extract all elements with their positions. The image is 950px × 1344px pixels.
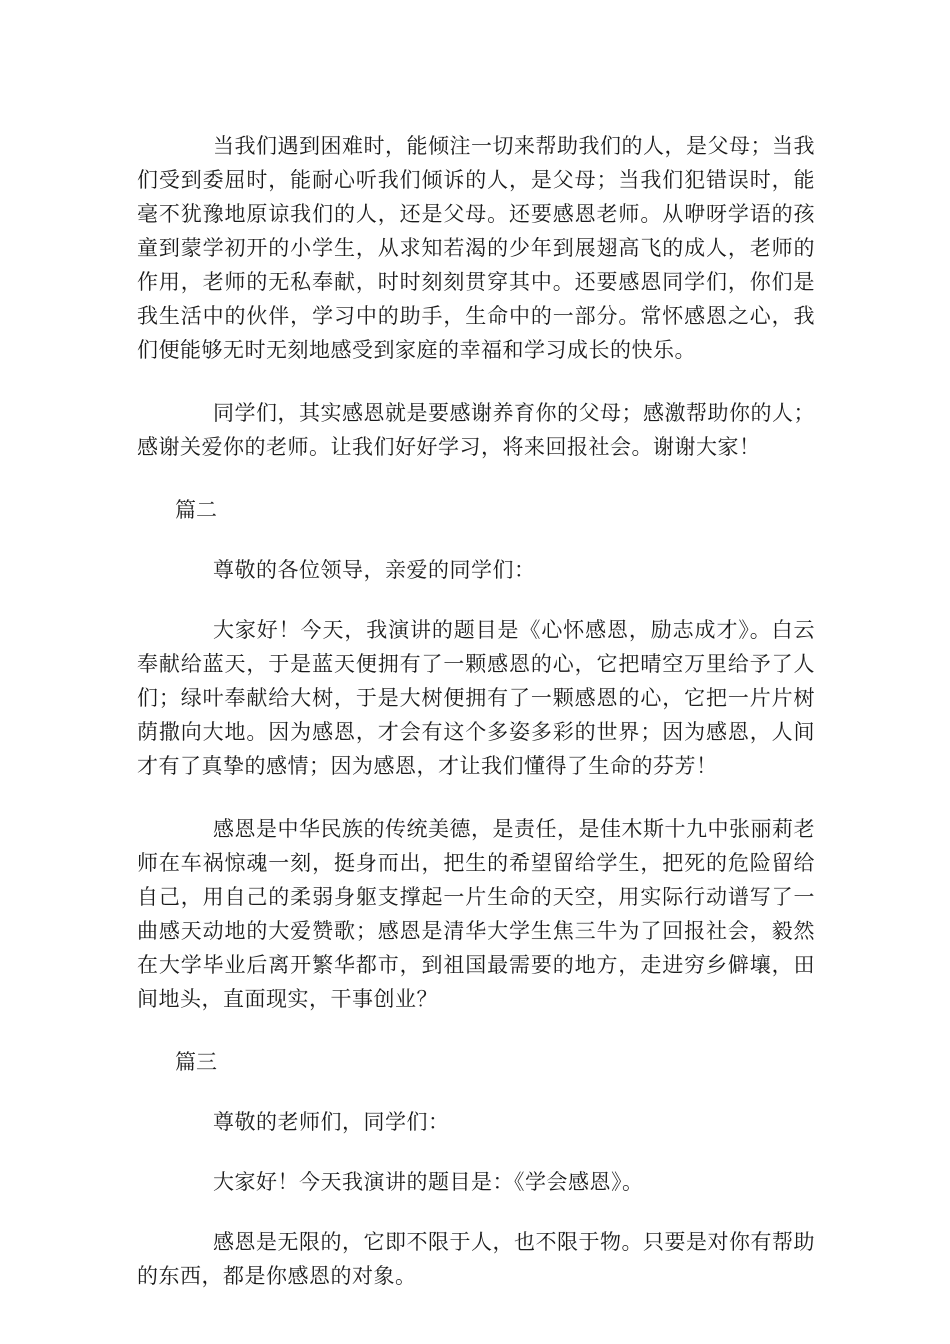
document-page xyxy=(137,129,815,1293)
paragraph-speech-title: 大家好！今天我演讲的题目是：《学会感恩》。 xyxy=(213,1170,644,1194)
section-title-2: 篇二 xyxy=(175,498,217,522)
paragraph-speech-intro: 大家好！今天，我演讲的题目是《心怀感恩，励志成才》。白云奉献给蓝天，于是蓝天便拥有了一颗感恩的心，它把晴空万里给予了人们；绿叶奉献给大树，于是大树便拥有了一颗感恩的心，它把一片片树荫撒向大地。因为感恩，才会有这个多姿多彩的世界；因为感恩，人间才有了真挚的感情；因为感恩，才让我们懂得了生命的芬芳！ xyxy=(137,618,815,778)
paragraph-infinite-gratitude: 感恩是无限的，它即不限于人，也不限于物。只要是对你有帮助的东西，都是你感恩的对象。 xyxy=(137,1230,815,1288)
salutation-teachers: 尊敬的老师们，同学们： xyxy=(213,1110,450,1134)
paragraph-gratitude-parents: 当我们遇到困难时，能倾注一切来帮助我们的人，是父母；当我们受到委屈时，能耐心听我们倾诉的人，是父母；当我们犯错误时，能毫不犹豫地原谅我们的人，还是父母。还要感恩老师。从咿呀学语的孩童到蒙学初开的小学生，从求知若渴的少年到展翅高飞的成人，老师的作用，老师的无私奉献，时时刻刻贯穿其中。还要感恩同学们，你们是我生活中的伙伴，学习中的助手，生命中的一部分。常怀感恩之心，我们便能够无时无刻地感受到家庭的幸福和学习成长的快乐。 xyxy=(137,134,815,362)
paragraph-closing: 同学们，其实感恩就是要感谢养育你的父母；感激帮助你的人；感谢关爱你的老师。让我们好好学习，将来回报社会。谢谢大家！ xyxy=(137,401,815,459)
salutation-leaders: 尊敬的各位领导，亲爱的同学们： xyxy=(213,558,536,582)
paragraph-virtue: 感恩是中华民族的传统美德，是责任，是佳木斯十九中张丽莉老师在车祸惊魂一刻，挺身而出，把生的希望留给学生，把死的危险留给自己，用自己的柔弱身躯支撑起一片生命的天空，用实际行动谱写了一曲感天动地的大爱赞歌；感恩是清华大学生焦三牛为了回报社会，毅然在大学毕业后离开繁华都市，到祖国最需要的地方，走进穷乡僻壤，田间地头，直面现实，干事创业？ xyxy=(137,817,815,1011)
section-title-3: 篇三 xyxy=(175,1050,217,1074)
